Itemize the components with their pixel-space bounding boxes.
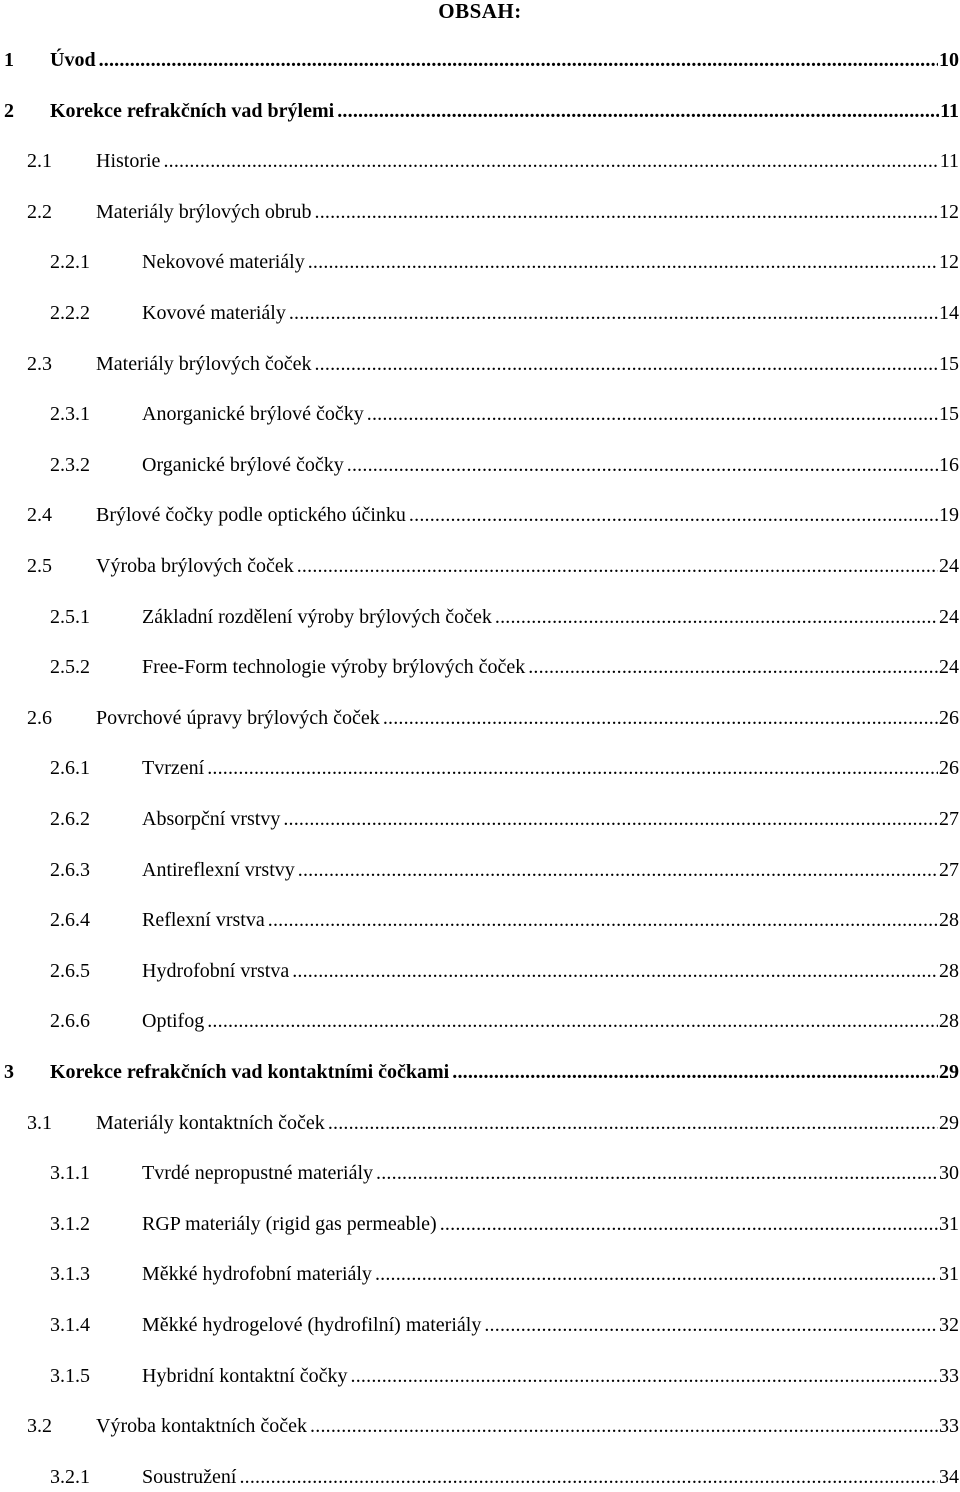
toc-entry-page-number: 24 xyxy=(939,555,959,577)
toc-entry-number: 2.6.5 xyxy=(50,959,90,982)
toc-entry-number: 3.1.2 xyxy=(50,1212,90,1235)
toc-dot-leader xyxy=(383,703,938,733)
toc-entry-number: 2.6.1 xyxy=(50,757,90,780)
toc-entry-title: Měkké hydrofobní materiály xyxy=(142,1263,372,1286)
toc-entry-page-number: 28 xyxy=(939,959,959,982)
toc-entry-title: Optifog xyxy=(142,1010,205,1033)
toc-entry-number: 2.6.4 xyxy=(50,909,90,932)
toc-entry-page-number: 26 xyxy=(939,757,959,780)
toc-entry-page-number: 31 xyxy=(939,1212,959,1235)
toc-entry[interactable] xyxy=(0,146,959,176)
toc-entry-title: Nekovové materiály xyxy=(142,251,305,274)
toc-entry-title: RGP materiály (rigid gas permeable) xyxy=(142,1212,437,1235)
toc-entry-number: 2.4 xyxy=(27,504,52,527)
toc-entry-title: Historie xyxy=(96,150,161,173)
toc-dot-leader xyxy=(328,1108,938,1138)
toc-entry-number: 2.6.6 xyxy=(50,1010,90,1033)
toc-entry-page-number: 29 xyxy=(939,1111,959,1134)
toc-dot-leader xyxy=(376,1158,938,1188)
toc-entry-title: Měkké hydrogelové (hydrofilní) materiály xyxy=(142,1314,482,1336)
toc-entry-page-number: 33 xyxy=(939,1364,959,1387)
toc-entry[interactable] xyxy=(0,1006,959,1036)
toc-entry-page-number: 30 xyxy=(939,1162,959,1185)
toc-entry[interactable] xyxy=(0,703,959,733)
toc-entry-title: Výroba kontaktních čoček xyxy=(96,1415,308,1438)
toc-entry-page-number: 19 xyxy=(939,504,959,527)
toc-entry-number: 2.3.1 xyxy=(50,403,90,426)
toc-entry[interactable] xyxy=(0,197,959,227)
toc-entry-number: 2.3.2 xyxy=(50,453,90,476)
toc-dot-leader xyxy=(452,1057,938,1087)
toc-dot-leader xyxy=(207,1006,938,1036)
toc-entry-page-number: 24 xyxy=(939,656,959,679)
toc-entry[interactable] xyxy=(0,804,959,834)
toc-entry[interactable] xyxy=(0,96,959,126)
toc-entry-title: Materiály brýlových čoček xyxy=(96,352,312,375)
toc-entry-number: 2.2.1 xyxy=(50,251,90,274)
page-title: OBSAH: xyxy=(438,0,522,23)
toc-entry[interactable] xyxy=(0,551,959,581)
toc-entry-page-number: 11 xyxy=(939,150,959,173)
toc-dot-leader xyxy=(375,1259,938,1289)
toc-entry[interactable] xyxy=(0,1158,959,1188)
toc-entry-page-number: 32 xyxy=(939,1314,959,1336)
toc-entry-number: 3.1.5 xyxy=(50,1364,90,1387)
toc-entry-page-number: 28 xyxy=(939,909,959,932)
toc-entry[interactable] xyxy=(0,905,959,935)
toc-dot-leader xyxy=(99,45,938,75)
toc-entry-number: 2.6.3 xyxy=(50,858,90,881)
toc-dot-leader xyxy=(484,1310,938,1340)
toc-dot-leader xyxy=(347,450,938,480)
toc-entry-number: 3.2.1 xyxy=(50,1465,90,1488)
toc-entry-number: 3.1 xyxy=(27,1111,52,1134)
toc-dot-leader xyxy=(308,247,938,277)
toc-entry-page-number: 26 xyxy=(939,706,959,729)
toc-entry-number: 1 xyxy=(4,49,14,71)
toc-entry[interactable] xyxy=(0,450,959,480)
toc-dot-leader xyxy=(351,1361,938,1391)
toc-entry[interactable] xyxy=(0,1310,959,1340)
toc-entry-number: 2.2 xyxy=(27,200,52,223)
toc-entry[interactable] xyxy=(0,1411,959,1441)
toc-dot-leader xyxy=(528,652,938,682)
toc-entry-number: 2.6 xyxy=(27,706,52,729)
toc-entry[interactable] xyxy=(0,1108,959,1138)
toc-entry-title: Výroba brýlových čoček xyxy=(96,555,294,577)
toc-dot-leader xyxy=(292,956,938,986)
toc-entry-title: Základní rozdělení výroby brýlových čoček xyxy=(142,605,492,628)
toc-entry-title: Free-Form technologie výroby brýlových čoček xyxy=(142,656,526,679)
toc-dot-leader xyxy=(268,905,938,935)
toc-entry-title: Brýlové čočky podle optického účinku xyxy=(96,504,406,527)
toc-entry-page-number: 11 xyxy=(940,99,959,122)
toc-entry[interactable] xyxy=(0,1462,959,1492)
toc-entry-number: 2.2.2 xyxy=(50,302,90,324)
toc-entry[interactable] xyxy=(0,399,959,429)
toc-entry-page-number: 10 xyxy=(939,49,959,71)
toc-entry[interactable] xyxy=(0,956,959,986)
toc-entry[interactable] xyxy=(0,298,959,328)
toc-entry[interactable] xyxy=(0,500,959,530)
toc-entry-number: 2.3 xyxy=(27,352,52,375)
toc-dot-leader xyxy=(367,399,938,429)
toc-dot-leader xyxy=(495,602,938,632)
toc-entry-title: Antireflexní vrstvy xyxy=(142,858,295,881)
toc-entry-title: Materiály kontaktních čoček xyxy=(96,1111,325,1134)
toc-entry-title: Povrchové úpravy brýlových čoček xyxy=(96,706,380,729)
toc-entry-number: 3.1.3 xyxy=(50,1263,90,1286)
toc-entry-page-number: 27 xyxy=(939,858,959,881)
toc-dot-leader xyxy=(289,298,938,328)
toc-entry-title: Korekce refrakčních vad kontaktními čočkami xyxy=(50,1061,450,1083)
toc-entry-page-number: 12 xyxy=(939,200,959,223)
toc-dot-leader xyxy=(298,855,938,885)
toc-dot-leader xyxy=(163,146,938,176)
toc-entry-page-number: 27 xyxy=(939,808,959,830)
toc-dot-leader xyxy=(440,1209,938,1239)
toc-entry-title: Hydrofobní vrstva xyxy=(142,959,290,982)
toc-entry-page-number: 31 xyxy=(939,1263,959,1286)
toc-entry[interactable] xyxy=(0,652,959,682)
toc-entry-page-number: 33 xyxy=(939,1415,959,1438)
toc-entry-page-number: 28 xyxy=(939,1010,959,1033)
toc-entry-title: Materiály brýlových obrub xyxy=(96,200,312,223)
toc-entry-number: 2.5.2 xyxy=(50,656,90,679)
toc-dot-leader xyxy=(297,551,938,581)
toc-entry-page-number: 12 xyxy=(939,251,959,274)
toc-entry-title: Hybridní kontaktní čočky xyxy=(142,1364,348,1387)
toc-entry-title: Korekce refrakčních vad brýlemi xyxy=(50,99,335,122)
toc-entry-number: 2.1 xyxy=(27,150,52,173)
toc-entry-number: 3 xyxy=(4,1061,14,1083)
toc-dot-leader xyxy=(314,349,938,379)
toc-dot-leader xyxy=(337,96,939,126)
toc-entry[interactable] xyxy=(0,1057,959,1087)
toc-entry-title: Absorpční vrstvy xyxy=(142,808,281,830)
toc-entry-page-number: 29 xyxy=(939,1061,959,1083)
toc-entry-page-number: 15 xyxy=(939,403,959,426)
toc-entry[interactable] xyxy=(0,1209,959,1239)
toc-entry-title: Anorganické brýlové čočky xyxy=(142,403,364,426)
toc-entry[interactable] xyxy=(0,247,959,277)
toc-entry-number: 2 xyxy=(4,99,14,122)
toc-entry[interactable] xyxy=(0,349,959,379)
toc-dot-leader xyxy=(310,1411,938,1441)
toc-entry[interactable] xyxy=(0,855,959,885)
toc-entry-page-number: 24 xyxy=(939,605,959,628)
toc-entry-number: 3.1.1 xyxy=(50,1162,90,1185)
toc-entry-title: Úvod xyxy=(50,49,96,71)
toc-entry-page-number: 34 xyxy=(939,1465,959,1488)
toc-entry-page-number: 14 xyxy=(939,302,959,324)
toc-entry-page-number: 16 xyxy=(939,453,959,476)
toc-entry[interactable] xyxy=(0,1259,959,1289)
toc-entry-number: 3.1.4 xyxy=(50,1314,90,1336)
toc-entry[interactable] xyxy=(0,753,959,783)
toc-entry-number: 3.2 xyxy=(27,1415,52,1438)
toc-entry[interactable] xyxy=(0,1361,959,1391)
toc-entry-title: Reflexní vrstva xyxy=(142,909,265,932)
toc-dot-leader xyxy=(315,197,939,227)
toc-entry-number: 2.5.1 xyxy=(50,605,90,628)
toc-entry-title: Tvrzení xyxy=(142,757,205,780)
toc-dot-leader xyxy=(207,753,938,783)
toc-entry-title: Kovové materiály xyxy=(142,302,286,324)
toc-dot-leader xyxy=(409,500,938,530)
toc-entry-title: Organické brýlové čočky xyxy=(142,453,344,476)
toc-entry[interactable] xyxy=(0,45,959,75)
toc-entry-number: 2.5 xyxy=(27,555,52,577)
toc-entry[interactable] xyxy=(0,602,959,632)
toc-entry-title: Soustružení xyxy=(142,1465,237,1488)
toc-dot-leader xyxy=(239,1462,938,1492)
toc-dot-leader xyxy=(283,804,938,834)
toc-entry-number: 2.6.2 xyxy=(50,808,90,830)
toc-entry-page-number: 15 xyxy=(939,352,959,375)
toc-entry-title: Tvrdé nepropustné materiály xyxy=(142,1162,374,1185)
